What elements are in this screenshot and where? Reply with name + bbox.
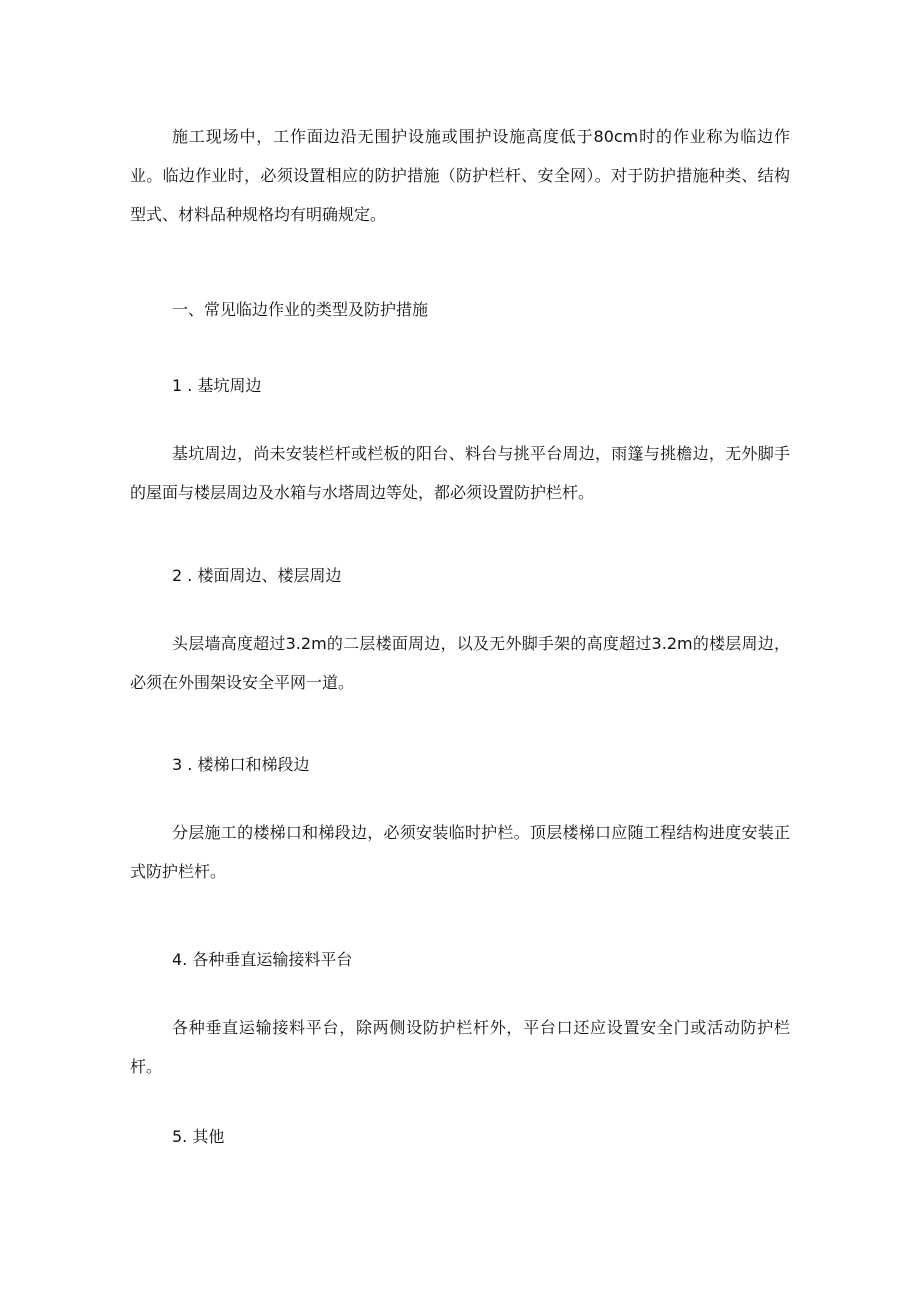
- intro-paragraph: 施工现场中，工作面边沿无围护设施或围护设施高度低于80cm时的作业称为临边作业。临边作业时，必须设置相应的防护措施（防护栏杆、安全网）。对于防护措施种类、结构型式、材料品种规格均有明确规定。: [130, 127, 790, 224]
- item-body-2: 头层墙高度超过3.2m的二层楼面周边，以及无外脚手架的高度超过3.2m的楼层周边，必须在外围架设安全平网一道。: [130, 634, 790, 692]
- item-body-3: 分层施工的楼梯口和梯段边，必须安装临时护栏。顶层楼梯口应随工程结构进度安装正式防护栏杆。: [130, 823, 790, 881]
- item-heading-5: 5. 其他: [172, 1127, 225, 1146]
- item-heading-4: 4. 各种垂直运输接料平台: [172, 950, 353, 969]
- item-heading-1: 1 . 基坑周边: [172, 376, 262, 395]
- item-heading-2: 2 . 楼面周边、楼层周边: [172, 566, 342, 585]
- item-body-1: 基坑周边，尚未安装栏杆或栏板的阳台、料台与挑平台周边，雨篷与挑檐边，无外脚手的屋面与楼层周边及水箱与水塔周边等处，都必须设置防护栏杆。: [130, 444, 790, 502]
- section-title: 一、常见临边作业的类型及防护措施: [172, 300, 429, 319]
- item-body-4: 各种垂直运输接料平台，除两侧设防护栏杆外，平台口还应设置安全门或活动防护栏杆。: [130, 1018, 790, 1076]
- item-heading-3: 3 . 楼梯口和梯段边: [172, 755, 310, 774]
